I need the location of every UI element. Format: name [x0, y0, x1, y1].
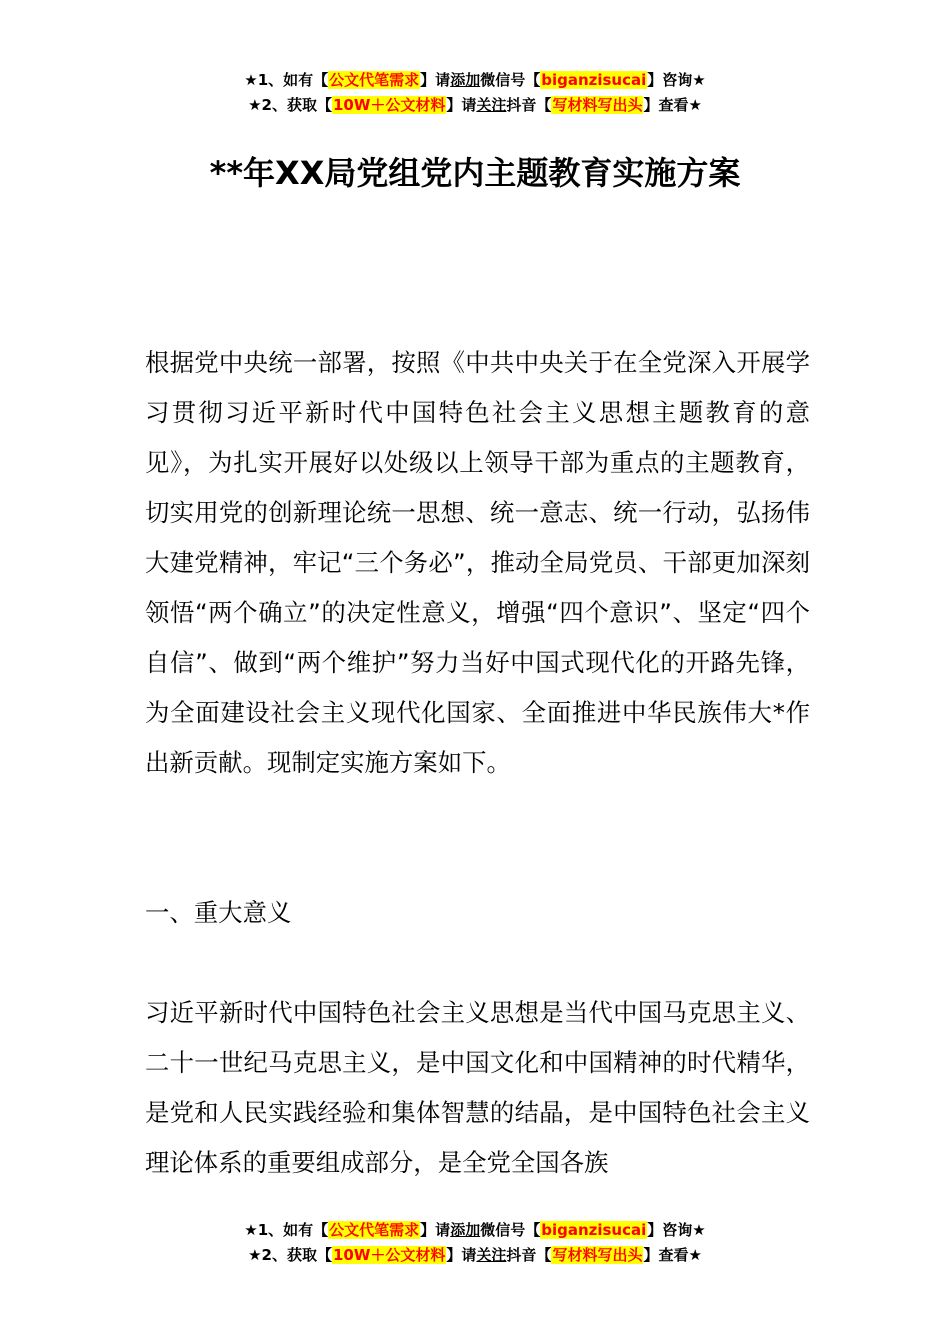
highlight-service: 公文代笔需求	[329, 1221, 420, 1239]
section-1-paragraph: 习近平新时代中国特色社会主义思想是当代中国马克思主义、二十一世纪马克思主义，是中国文化和中国精神的时代精华，是党和人民实践经验和集体智慧的结晶，是中国特色社会主义理论体系的重要组成部分，是全党全国各族	[145, 998, 810, 1177]
promo-line-2: ★2、获取【10W＋公文材料】请关注抖音【写材料写出头】查看★	[248, 1246, 702, 1264]
highlight-materials: 10W＋公文材料	[332, 96, 446, 114]
highlight-wechat-id: biganzisucai	[541, 1221, 647, 1239]
intro-paragraph: 根据党中央统一部署，按照《中共中央关于在全党深入开展学习贯彻习近平新时代中国特色社会主义思想主题教育的意见》，为扎实开展好以处级以上领导干部为重点的主题教育，切实用党的创新理论统一思想、统一意志、统一行动，弘扬伟大建党精神，牢记“三个务必”，推动全局党员、干部更加深刻领悟“两个确立”的决定性意义，增强“四个意识”、坚定“四个自信”、做到“两个维护”努力当好中国式现代化的开路先锋，为全面建设社会主义现代化国家、全面推进中华民族伟大*作出新贡献。现制定实施方案如下。	[145, 348, 810, 777]
highlight-service: 公文代笔需求	[329, 71, 420, 89]
highlight-douyin-account: 写材料写出头	[552, 96, 643, 114]
document-title: **年XX局党组党内主题教育实施方案	[209, 154, 741, 192]
promo-line-1: ★1、如有【公文代笔需求】请添加微信号【biganzisucai】咨询★	[244, 71, 706, 89]
promo-line-2: ★2、获取【10W＋公文材料】请关注抖音【写材料写出头】查看★	[248, 96, 702, 114]
footer-promo-banner	[0, 1218, 950, 1268]
highlight-materials: 10W＋公文材料	[332, 1246, 446, 1264]
highlight-wechat-id: biganzisucai	[541, 71, 647, 89]
highlight-douyin-account: 写材料写出头	[552, 1246, 643, 1264]
section-heading-1: 一、重大意义	[145, 898, 292, 927]
promo-line-1: ★1、如有【公文代笔需求】请添加微信号【biganzisucai】咨询★	[244, 1221, 706, 1239]
header-promo-banner	[0, 68, 950, 118]
